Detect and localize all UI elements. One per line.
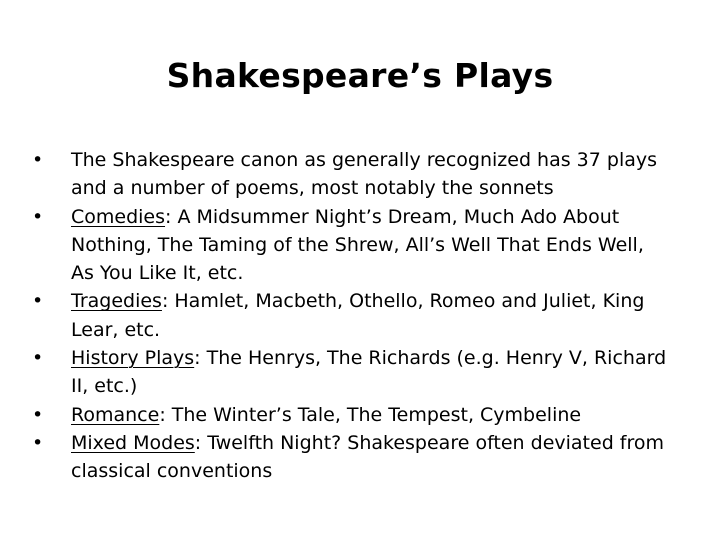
bullet-text: The Winter’s Tale, The Tempest, Cymbeline [165, 403, 582, 426]
bullet-item-romance [32, 401, 672, 429]
term-separator: : [165, 205, 172, 228]
bullet-list [32, 146, 672, 486]
genre-term: Tragedies [71, 290, 162, 313]
bullet-text: Hamlet, Macbeth, Othello, Romeo and Juliet, King Lear, etc. [71, 290, 645, 341]
bullet-text: A Midsummer Night’s Dream, Much Ado About Nothing, The Taming of the Shrew, All’s Well That Ends Well, As You Like It, etc. [71, 205, 644, 285]
bullet-item-comedies [32, 203, 672, 288]
genre-term: Mixed Modes [71, 431, 195, 454]
bullet-item-tragedies [32, 287, 672, 344]
term-separator: : [161, 290, 169, 313]
bullet-dot-icon: • [32, 290, 44, 313]
bullet-dot-icon: • [32, 403, 44, 426]
genre-term: Comedies [71, 205, 166, 228]
bullet-item-canon [32, 146, 672, 203]
bullet-item-mixed-modes [32, 429, 672, 486]
bullet-dot-icon: • [32, 205, 44, 228]
bullet-dot-icon: • [32, 149, 44, 171]
bullet-text: The Shakespeare canon as generally recognized has 37 plays and a number of poems, most notably the sonnets [71, 149, 658, 200]
slide-title: Shakespeare’s Plays [166, 56, 554, 95]
bullet-text: Twelfth Night? Shakespeare often deviated from classical conventions [71, 431, 665, 483]
term-separator: : [194, 431, 202, 454]
bullet-item-history-plays [32, 344, 672, 401]
bullet-dot-icon: • [32, 431, 44, 454]
genre-term: Romance [71, 403, 160, 426]
genre-term: History Plays [71, 347, 195, 370]
bullet-dot-icon: • [32, 347, 44, 370]
bullet-text: The Henrys, The Richards (e.g. Henry V, Richard II, etc.) [71, 347, 667, 398]
term-separator: : [194, 347, 201, 370]
term-separator: : [159, 403, 166, 426]
